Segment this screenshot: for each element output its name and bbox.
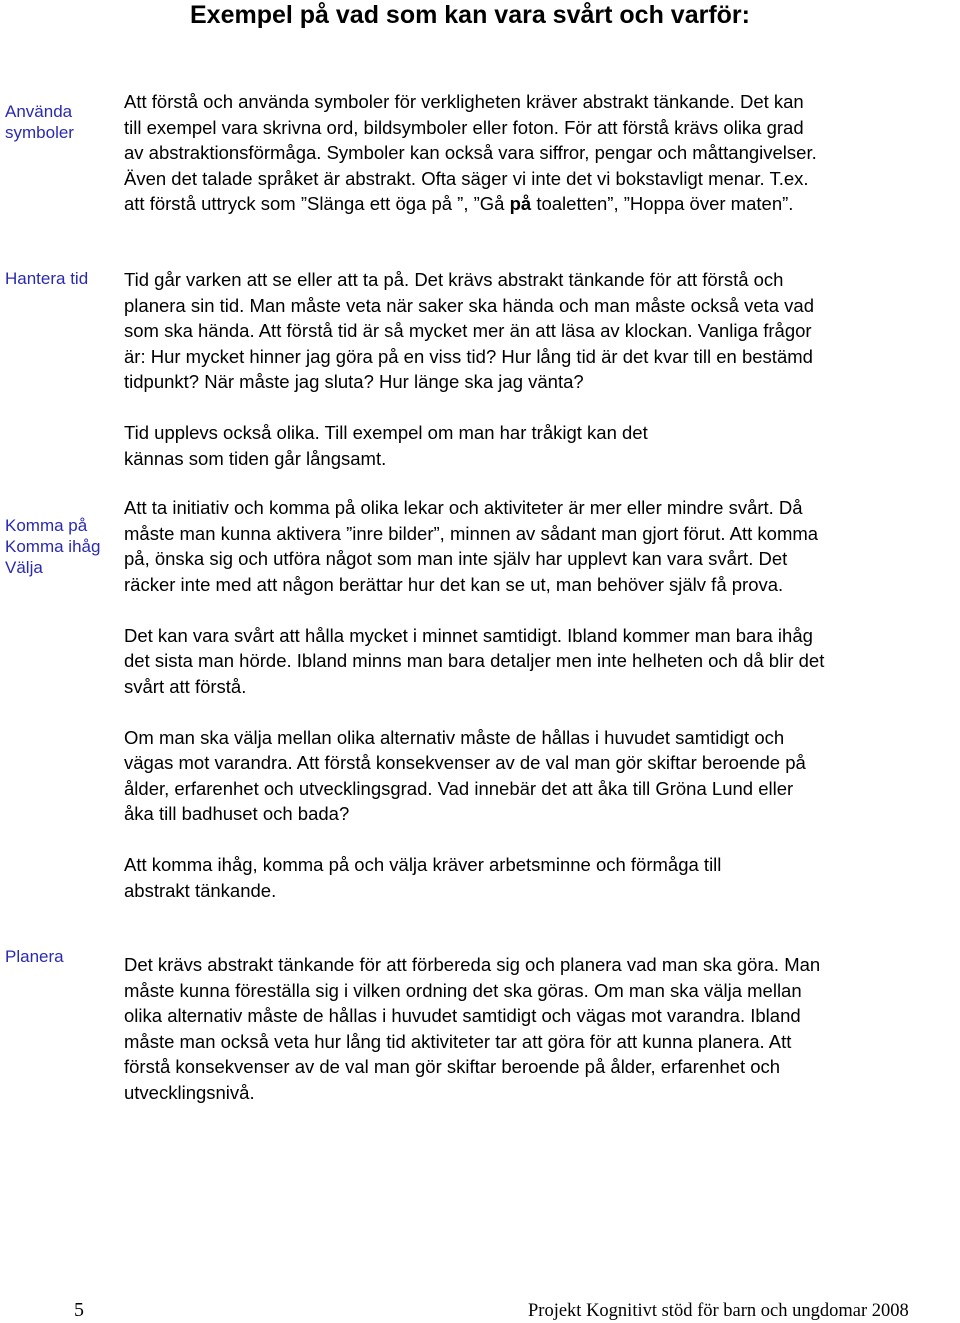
text-line: det sista man hörde. Ibland minns man bara detaljer men inte helheten och då blir det: [124, 650, 825, 671]
section-label-line: Komma ihåg: [5, 537, 101, 556]
section-text-symbols: [124, 89, 960, 217]
footer-project-title: Projekt Kognitivt stöd för barn och ungdomar 2008: [528, 1301, 909, 1321]
text-fragment: toaletten”, ”Hoppa över maten”.: [531, 193, 794, 214]
section-text-time: [124, 267, 960, 471]
text-line: måste man kunna aktivera ”inre bilder”, minnen av sådant man gjort förut. Att komma: [124, 522, 819, 544]
text-line: Att komma ihåg, komma på och välja kräver arbetsminne och förmåga till: [124, 854, 722, 875]
text-line: Det kan vara svårt att hålla mycket i minnet samtidigt. Ibland kommer man bara ihåg: [124, 624, 813, 646]
text-line: vägas mot varandra. Att förstå konsekvenser av de val man gör skiftar beroende på: [124, 752, 806, 773]
section-text-memory: [124, 495, 960, 903]
paragraph: [124, 495, 960, 597]
paragraph: [124, 725, 960, 827]
text-line: Även det talade språket är abstrakt. Ofta säger vi inte det vi bokstavligt menar. T.ex.: [124, 167, 809, 189]
text-line: till exempel vara skrivna ord, bildsymboler eller foton. För att förstå krävs olika grad: [124, 116, 804, 138]
page-title: Exempel på vad som kan vara svårt och varför:: [190, 1, 750, 29]
paragraph: [124, 852, 960, 903]
paragraph: [124, 952, 960, 1105]
text-line: är: Hur mycket hinner jag göra på en viss tid? Hur lång tid är det kvar till en bestämd: [124, 345, 813, 367]
text-line: tidpunkt? När måste jag sluta? Hur länge ska jag vänta?: [124, 371, 584, 392]
section-label-time: [5, 268, 115, 289]
section-label-planning: [5, 946, 115, 967]
text-line: abstrakt tänkande.: [124, 879, 277, 901]
text-line: som ska hända. Att förstå tid är så mycket mer än att läsa av klockan. Vanliga frågor: [124, 320, 812, 341]
section-text-planning: [124, 952, 960, 1105]
text-line: Det krävs abstrakt tänkande för att förbereda sig och planera vad man ska göra. Man: [124, 954, 821, 975]
section-label-symbols: [5, 101, 115, 143]
page-number: 5: [74, 1299, 84, 1321]
text-line: räcker inte med att någon berättar hur det kan se ut, man behöver själv få prova.: [124, 573, 784, 595]
paragraph: [124, 623, 960, 700]
text-line: svårt att förstå.: [124, 675, 247, 697]
section-label-line: Hantera tid: [5, 269, 89, 288]
text-line: Om man ska välja mellan olika alternativ måste de hållas i huvudet samtidigt och: [124, 726, 785, 748]
text-line: Tid upplevs också olika. Till exempel om man har tråkigt kan det: [124, 422, 648, 443]
text-line: ålder, erfarenhet och utvecklingsgrad. Vad innebär det att åka till Gröna Lund eller: [124, 777, 794, 799]
section-label-line: Komma på: [5, 516, 88, 535]
text-line: planera sin tid. Man måste veta när saker ska hända och man måste också veta vad: [124, 294, 815, 316]
text-line: Tid går varken att se eller att ta på. Det krävs abstrakt tänkande för att förstå och: [124, 269, 784, 290]
section-label-line: symboler: [5, 123, 74, 142]
section-label-line: Planera: [5, 947, 64, 966]
paragraph: [124, 267, 960, 395]
text-line: kännas som tiden går långsamt.: [124, 447, 387, 469]
text-line: Att ta initiativ och komma på olika lekar och aktiviteter är mer eller mindre svårt. Då: [124, 497, 803, 518]
text-line: av abstraktionsförmåga. Symboler kan också vara siffror, pengar och måttangivelser.: [124, 142, 817, 163]
paragraph: [124, 89, 960, 217]
section-label-memory: [5, 515, 115, 578]
text-line: måste man också veta hur lång tid aktiviteter tar att göra för att kunna planera. Att: [124, 1030, 792, 1052]
text-line-with-emphasis: [124, 191, 960, 217]
text-line: måste kunna föreställa sig i vilken ordning det ska göras. Om man ska välja mellan: [124, 979, 802, 1001]
text-line: Att förstå och använda symboler för verkligheten kräver abstrakt tänkande. Det kan: [124, 91, 804, 112]
text-line: utvecklingsnivå.: [124, 1081, 255, 1103]
text-line: på, önska sig och utföra något som man inte själv har upplevt kan vara svårt. Det: [124, 548, 788, 569]
text-line: förstå konsekvenser av de val man gör skiftar beroende på ålder, erfarenhet och: [124, 1056, 781, 1077]
section-label-line: Välja: [5, 558, 43, 577]
paragraph: [124, 420, 960, 471]
section-label-line: Använda: [5, 102, 73, 121]
text-line: åka till badhuset och bada?: [124, 803, 350, 824]
emphasized-word: på: [509, 193, 532, 214]
text-fragment: att förstå uttryck som ”Slänga ett öga på ”, ”Gå: [124, 193, 510, 214]
text-line: olika alternativ måste de hållas i huvudet samtidigt och vägas mot varandra. Ibland: [124, 1005, 801, 1026]
